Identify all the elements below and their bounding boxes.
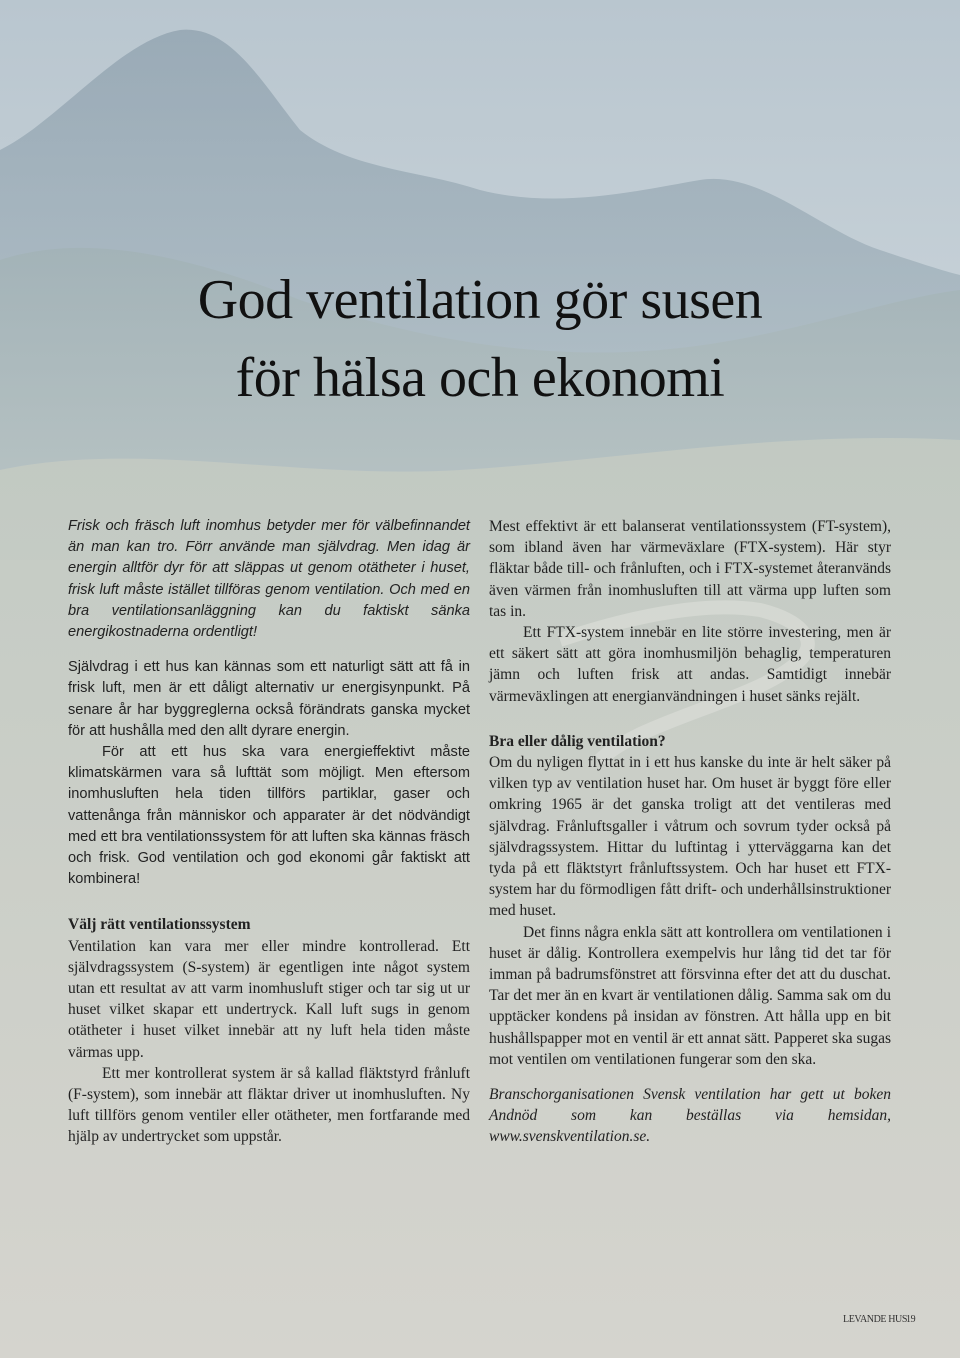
body-paragraph: Ett FTX-system innebär en lite större investering, men är ett säkert sätt att göra inomhusmiljön behaglig, temperaturen jämn och luften frisk att andas. Samtidigt innebär värmeväxlingen att energianvändningen i huset sänks rejält. [489,624,891,705]
body-paragraph: Ett mer kontrollerat system är så kallad fläktstyrd frånluft (F-system), som innebär att fläktar driver ut inomhusluften. Ny luft tillförs genom ventiler eller otätheter, men fortfarande med hjälp av undertrycket som uppstår. [68,1064,470,1146]
publication-name: LEVANDE HUS [843,1314,908,1325]
left-column [68,516,470,1148]
right-column [489,516,891,1148]
body-paragraph: Mest effektivt är ett balanserat ventilationssystem (FT-system), som ibland även har värmeväxlare (FTX-system). Här styr fläktar både till- och frånluften, och i FTX-systemet återanvänds även värmen från inomhusluften till att värma upp luften som tas in. [489,518,891,620]
body-paragraph: Det finns några enkla sätt att kontrollera om ventilationen i huset är dålig. Kontrollera exempelvis hur lång tid det tar för imman på badrumsfönstret att försvinna efter det att du duschat. Tar det mer än en kvart är ventilationen dålig. Samma sak om du upptäcker kondens på insidan av fönstren. Att hålla upp en bit hushållspapper mot en ventil är ett annat sätt. Papperet ska sugas mot ventilen om ventilationen fungerar som den ska. [489,923,891,1068]
source-note: Branschorganisationen Svensk ventilation har gett ut boken Andnöd som kan beställas via hemsidan, www.svenskventilation.se. [489,1086,891,1146]
body-paragraph: Självdrag i ett hus kan kännas som ett naturligt sätt att få in frisk luft, men är ett dåligt alternativ ur energisynpunkt. På senare år har byggreglerna också förändrats ganska mycket för att hushålla med den allt dyrare energin. [68,659,470,739]
page-number: 19 [906,1314,916,1325]
body-paragraph: För att ett hus ska vara energieffektivt måste klimatskärmen vara så lufttät som möjligt. Men eftersom inomhusluften hela tiden tillförs partiklar, gaser och vattenånga från människor och apparater är det nödvändigt med ett bra ventilationssystem för att luften ska kännas fräsch och frisk. God ventilation och god ekonomi går faktiskt att kombinera! [68,744,470,888]
page-title-line-1: God ventilation gör susen [197,269,763,331]
body-paragraph: Om du nyligen flyttat in i ett hus kanske du inte är helt säker på vilken typ av ventilation huset har. Om huset är byggt före eller omkring 1965 är det ganska troligt att det ventileras med självdrag. Frånluftsgaller i våtrum och sovrum tyder också på självdragssystem. Hittar du luftintag i ytterväggarna kan det tyda på ett fläktstyrt frånluftssystem. Och har huset ett FTX-system har du förmodligen fått drift- och underhållsinstruktioner med huset. [489,754,891,920]
body-paragraph: Ventilation kan vara mer eller mindre kontrollerad. Ett självdragssystem (S-system) är egentligen inte något system utan ett resultat av att varm inomhusluft stiger och tar sig ut ur huset vilket skapar ett undertryck. Kall luft sugs in genom otätheter i huset vilket innebär att ny luft hela tiden måste värmas upp. [68,937,470,1061]
lead-paragraph: Frisk och fräsch luft inomhus betyder mer för välbefinnandet än man kan tro. Förr använde man självdrag. Men idag är energin alltför dyr för att släppas ut genom otätheter i huset, frisk luft måste istället tillföras genom ventilation. Och med en bra ventilationsanläggning kan du faktiskt sänka energikostnaderna ordentligt! [68,518,470,641]
section-heading: Välj rätt ventilationssystem [68,916,251,934]
section-heading: Bra eller dålig ventilation? [489,732,666,750]
page-title-line-2: för hälsa och ekonomi [235,347,725,409]
